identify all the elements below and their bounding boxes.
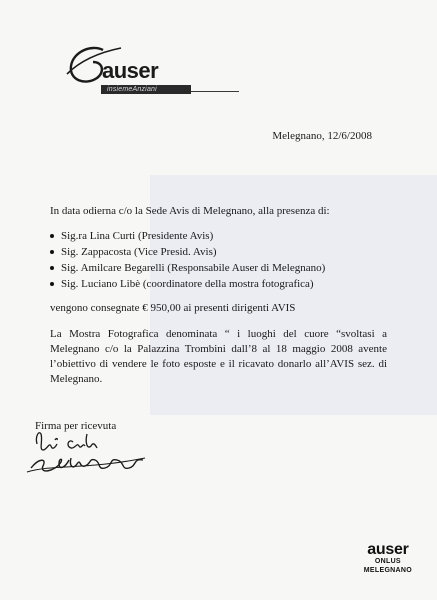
attendee-name: Sig. Zappacosta (Vice Presid. Avis): [61, 246, 217, 258]
bullet-icon: [50, 282, 54, 286]
letter-date: Melegnano, 12/6/2008: [272, 130, 372, 142]
attendee-name: Sig.ra Lina Curti (Presidente Avis): [61, 230, 214, 242]
attendee-list: [47, 228, 325, 292]
list-item: [47, 260, 325, 276]
bullet-icon: [50, 250, 54, 254]
bullet-icon: [50, 266, 54, 270]
intro-line: In data odierna c/o la Sede Avis di Melegnano, alla presenza di:: [50, 205, 330, 217]
list-item: [47, 228, 325, 244]
footer-logo: [364, 542, 412, 575]
attendee-name: Sig. Luciano Libè (coordinatore della mostra fotografica): [61, 278, 314, 290]
logo-tagline: insiemeAnziani: [107, 86, 157, 93]
handwritten-signature: [25, 428, 150, 478]
footer-onlus: ONLUS: [374, 558, 401, 565]
signature-label: Firma per ricevuta: [35, 420, 117, 432]
footer-city: MELEGNANO: [363, 567, 412, 574]
amount-line: vengono consegnate € 950,00 ai presenti dirigenti AVIS: [50, 302, 296, 314]
list-item: [47, 276, 325, 292]
attendee-name: Sig. Amilcare Begarelli (Responsabile Auser di Melegnano): [61, 262, 326, 274]
list-item: [47, 244, 325, 260]
footer-brand: auser: [367, 541, 409, 558]
logo-rule: [191, 91, 239, 92]
auser-logo: [63, 40, 238, 105]
bullet-icon: [50, 234, 54, 238]
body-paragraph: La Mostra Fotografica denominata “ i luoghi del cuore “svoltasi a Melegnano c/o la Palazzina Trombini dall’8 al 18 maggio 2008 avente l’obiettivo di vendere le foto esposte e il ricavato donarlo all’AVIS sez. di Melegnano.: [50, 328, 387, 385]
logo-wordmark: auser: [102, 58, 159, 83]
